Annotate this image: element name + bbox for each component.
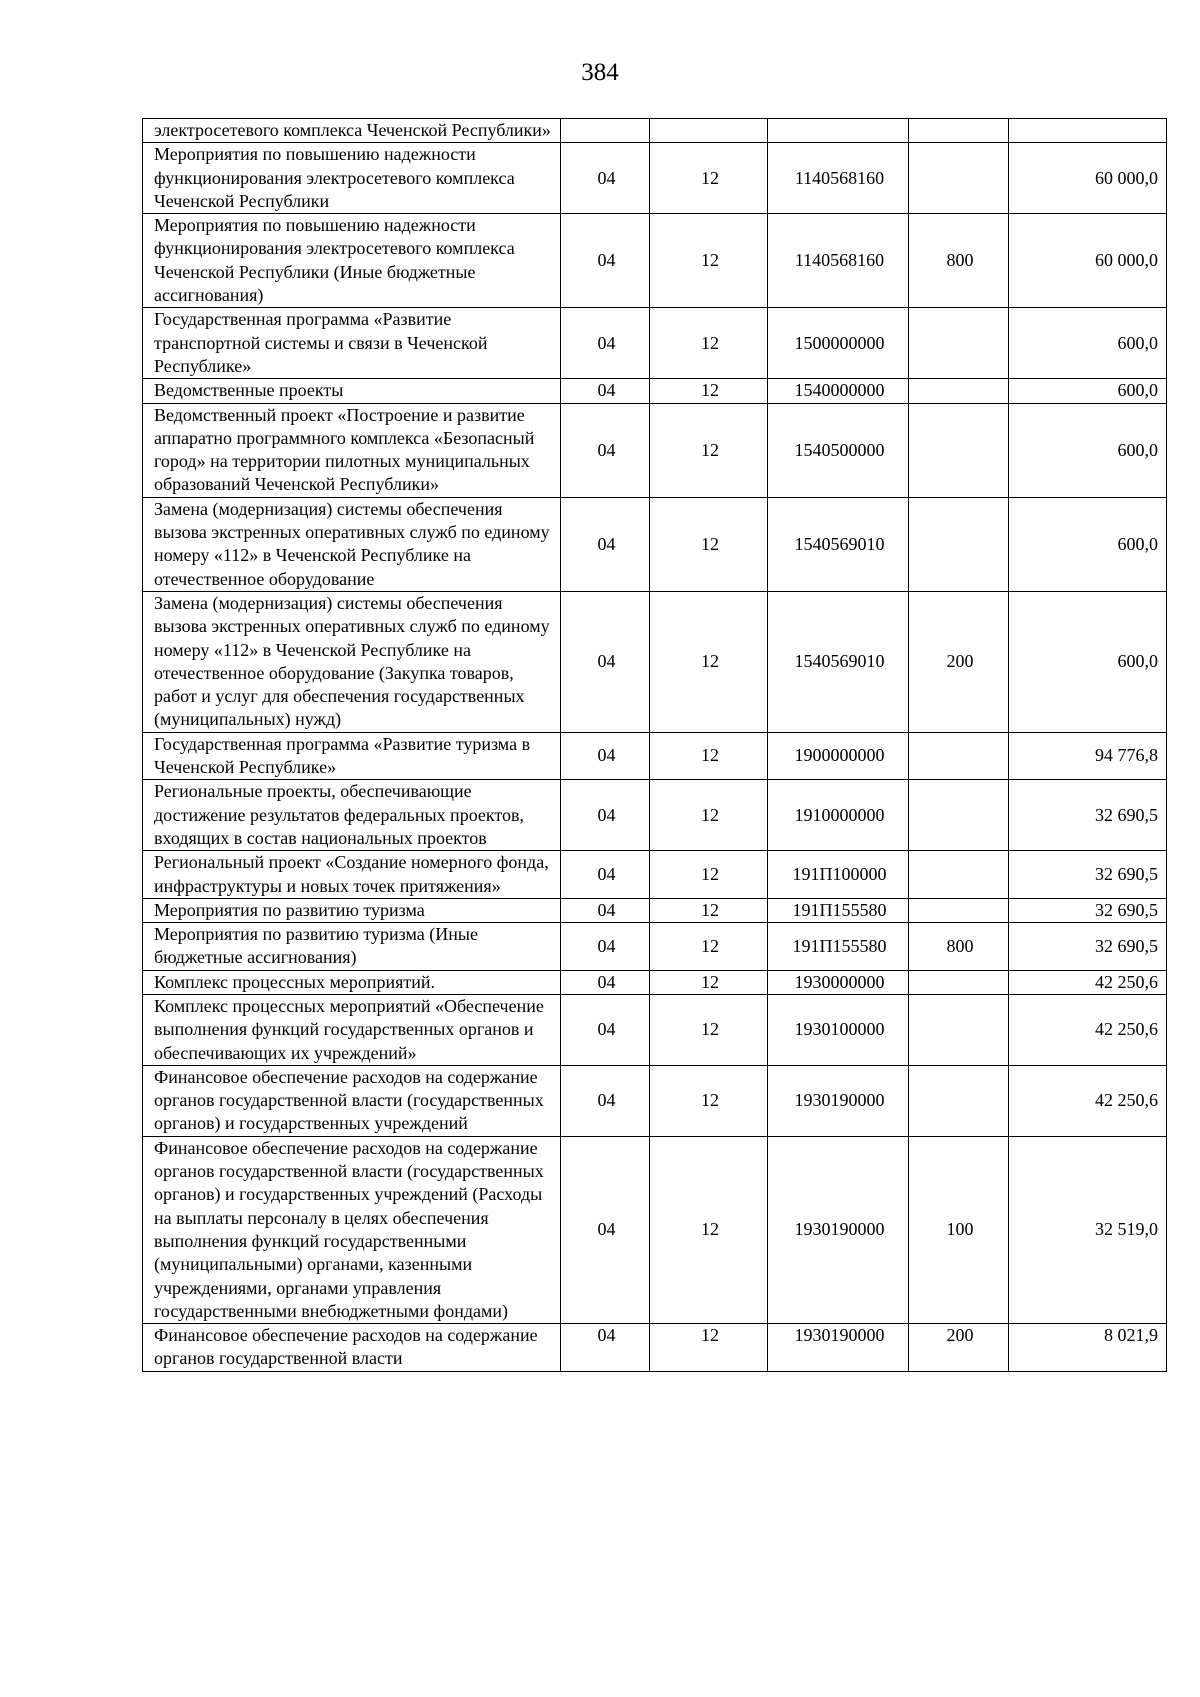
- table-row: [143, 851, 1167, 899]
- target-article-code: 1540000000: [768, 379, 909, 403]
- section-code: 04: [561, 851, 650, 899]
- amount: 42 250,6: [1009, 970, 1167, 994]
- amount: 600,0: [1009, 403, 1167, 497]
- amount: 42 250,6: [1009, 994, 1167, 1065]
- expense-type-code: [909, 379, 1009, 403]
- section-code: 04: [561, 1324, 650, 1372]
- item-name: электросетевого комплекса Чеченской Республики»: [143, 119, 561, 143]
- table-row: [143, 994, 1167, 1065]
- expense-type-code: [909, 403, 1009, 497]
- section-code: 04: [561, 1136, 650, 1323]
- expense-type-code: 200: [909, 1324, 1009, 1372]
- table-row: [143, 732, 1167, 780]
- table-row: [143, 379, 1167, 403]
- target-article-code: 191П100000: [768, 851, 909, 899]
- target-article-code: 1930190000: [768, 1065, 909, 1136]
- section-code: 04: [561, 403, 650, 497]
- subsection-code: 12: [650, 1324, 768, 1372]
- subsection-code: 12: [650, 308, 768, 379]
- table-row: [143, 403, 1167, 497]
- item-name: Мероприятия по развитию туризма (Иные бюджетные ассигнования): [143, 923, 561, 971]
- amount: 32 690,5: [1009, 851, 1167, 899]
- subsection-code: 12: [650, 851, 768, 899]
- subsection-code: 12: [650, 780, 768, 851]
- section-code: 04: [561, 214, 650, 308]
- item-name: Замена (модернизация) системы обеспечения вызова экстренных оперативных служб по единому номеру «112» в Чеченской Республике на отечественное оборудование: [143, 497, 561, 591]
- target-article-code: 1540500000: [768, 403, 909, 497]
- table-row: [143, 308, 1167, 379]
- section-code: 04: [561, 994, 650, 1065]
- item-name: Мероприятия по развитию туризма: [143, 898, 561, 922]
- item-name: Комплекс процессных мероприятий.: [143, 970, 561, 994]
- table-row: [143, 898, 1167, 922]
- amount: 42 250,6: [1009, 1065, 1167, 1136]
- expense-type-code: [909, 994, 1009, 1065]
- expense-type-code: 800: [909, 923, 1009, 971]
- target-article-code: 1900000000: [768, 732, 909, 780]
- item-name: Финансовое обеспечение расходов на содержание органов государственной власти (государственных органов) и государственных учреждений: [143, 1065, 561, 1136]
- amount: 600,0: [1009, 497, 1167, 591]
- amount: 32 690,5: [1009, 898, 1167, 922]
- table-row: [143, 780, 1167, 851]
- expense-type-code: [909, 780, 1009, 851]
- table-row: [143, 591, 1167, 732]
- expense-type-code: [909, 119, 1009, 143]
- subsection-code: 12: [650, 497, 768, 591]
- amount: 32 690,5: [1009, 923, 1167, 971]
- target-article-code: 1500000000: [768, 308, 909, 379]
- item-name: Мероприятия по повышению надежности функционирования электросетевого комплекса Чеченской Республики (Иные бюджетные ассигнования): [143, 214, 561, 308]
- amount: 8 021,9: [1009, 1324, 1167, 1372]
- section-code: 04: [561, 143, 650, 214]
- target-article-code: 1930000000: [768, 970, 909, 994]
- item-name: Региональный проект «Создание номерного фонда, инфраструктуры и новых точек притяжения»: [143, 851, 561, 899]
- table-row: [143, 143, 1167, 214]
- item-name: Государственная программа «Развитие транспортной системы и связи в Чеченской Республике»: [143, 308, 561, 379]
- target-article-code: 1930100000: [768, 994, 909, 1065]
- expense-type-code: [909, 308, 1009, 379]
- target-article-code: 1910000000: [768, 780, 909, 851]
- expense-type-code: [909, 970, 1009, 994]
- section-code: [561, 119, 650, 143]
- table-row: [143, 970, 1167, 994]
- subsection-code: 12: [650, 994, 768, 1065]
- item-name: Мероприятия по повышению надежности функционирования электросетевого комплекса Чеченской Республики: [143, 143, 561, 214]
- target-article-code: [768, 119, 909, 143]
- amount: 600,0: [1009, 379, 1167, 403]
- item-name: Финансовое обеспечение расходов на содержание органов государственной власти: [143, 1324, 561, 1372]
- target-article-code: 191П155580: [768, 923, 909, 971]
- item-name: Государственная программа «Развитие туризма в Чеченской Республике»: [143, 732, 561, 780]
- subsection-code: 12: [650, 898, 768, 922]
- amount: 600,0: [1009, 308, 1167, 379]
- amount: 32 690,5: [1009, 780, 1167, 851]
- section-code: 04: [561, 591, 650, 732]
- target-article-code: 1930190000: [768, 1136, 909, 1323]
- subsection-code: 12: [650, 923, 768, 971]
- subsection-code: 12: [650, 732, 768, 780]
- subsection-code: 12: [650, 1065, 768, 1136]
- section-code: 04: [561, 923, 650, 971]
- table-row: [143, 923, 1167, 971]
- target-article-code: 1540569010: [768, 497, 909, 591]
- table-row: [143, 1136, 1167, 1323]
- table-row: [143, 1324, 1167, 1372]
- subsection-code: 12: [650, 1136, 768, 1323]
- item-name: Замена (модернизация) системы обеспечения вызова экстренных оперативных служб по единому номеру «112» в Чеченской Республике на отечественное оборудование (Закупка товаров, работ и услуг для обеспечения государственных (муниципальных) нужд): [143, 591, 561, 732]
- subsection-code: 12: [650, 591, 768, 732]
- subsection-code: 12: [650, 970, 768, 994]
- expense-type-code: 800: [909, 214, 1009, 308]
- table-row: [143, 214, 1167, 308]
- section-code: 04: [561, 898, 650, 922]
- expense-type-code: [909, 898, 1009, 922]
- section-code: 04: [561, 379, 650, 403]
- target-article-code: 1140568160: [768, 214, 909, 308]
- amount: 60 000,0: [1009, 214, 1167, 308]
- subsection-code: 12: [650, 379, 768, 403]
- item-name: Ведомственный проект «Построение и развитие аппаратно программного комплекса «Безопасный город» на территории пилотных муниципальных образований Чеченской Республики»: [143, 403, 561, 497]
- subsection-code: [650, 119, 768, 143]
- section-code: 04: [561, 732, 650, 780]
- amount: [1009, 119, 1167, 143]
- budget-table-body: [143, 119, 1167, 1372]
- expense-type-code: 100: [909, 1136, 1009, 1323]
- expense-type-code: [909, 143, 1009, 214]
- item-name: Финансовое обеспечение расходов на содержание органов государственной власти (государственных органов) и государственных учреждений (Расходы на выплаты персоналу в целях обеспечения выполнения функций государственными (муниципальными) органами, казенными учреждениями, органами управления государственными внебюджетными фондами): [143, 1136, 561, 1323]
- page-number: 384: [581, 59, 619, 86]
- table-row: [143, 1065, 1167, 1136]
- expense-type-code: [909, 497, 1009, 591]
- amount: 94 776,8: [1009, 732, 1167, 780]
- target-article-code: 1540569010: [768, 591, 909, 732]
- amount: 32 519,0: [1009, 1136, 1167, 1323]
- subsection-code: 12: [650, 214, 768, 308]
- section-code: 04: [561, 497, 650, 591]
- amount: 600,0: [1009, 591, 1167, 732]
- section-code: 04: [561, 308, 650, 379]
- target-article-code: 1930190000: [768, 1324, 909, 1372]
- table-row: [143, 497, 1167, 591]
- item-name: Ведомственные проекты: [143, 379, 561, 403]
- budget-table: [142, 118, 1167, 1372]
- item-name: Комплекс процессных мероприятий «Обеспечение выполнения функций государственных органов и обеспечивающих их учреждений»: [143, 994, 561, 1065]
- expense-type-code: [909, 1065, 1009, 1136]
- amount: 60 000,0: [1009, 143, 1167, 214]
- section-code: 04: [561, 1065, 650, 1136]
- expense-type-code: 200: [909, 591, 1009, 732]
- section-code: 04: [561, 780, 650, 851]
- target-article-code: 1140568160: [768, 143, 909, 214]
- section-code: 04: [561, 970, 650, 994]
- expense-type-code: [909, 732, 1009, 780]
- target-article-code: 191П155580: [768, 898, 909, 922]
- subsection-code: 12: [650, 143, 768, 214]
- subsection-code: 12: [650, 403, 768, 497]
- item-name: Региональные проекты, обеспечивающие достижение результатов федеральных проектов, входящих в состав национальных проектов: [143, 780, 561, 851]
- expense-type-code: [909, 851, 1009, 899]
- table-row: [143, 119, 1167, 143]
